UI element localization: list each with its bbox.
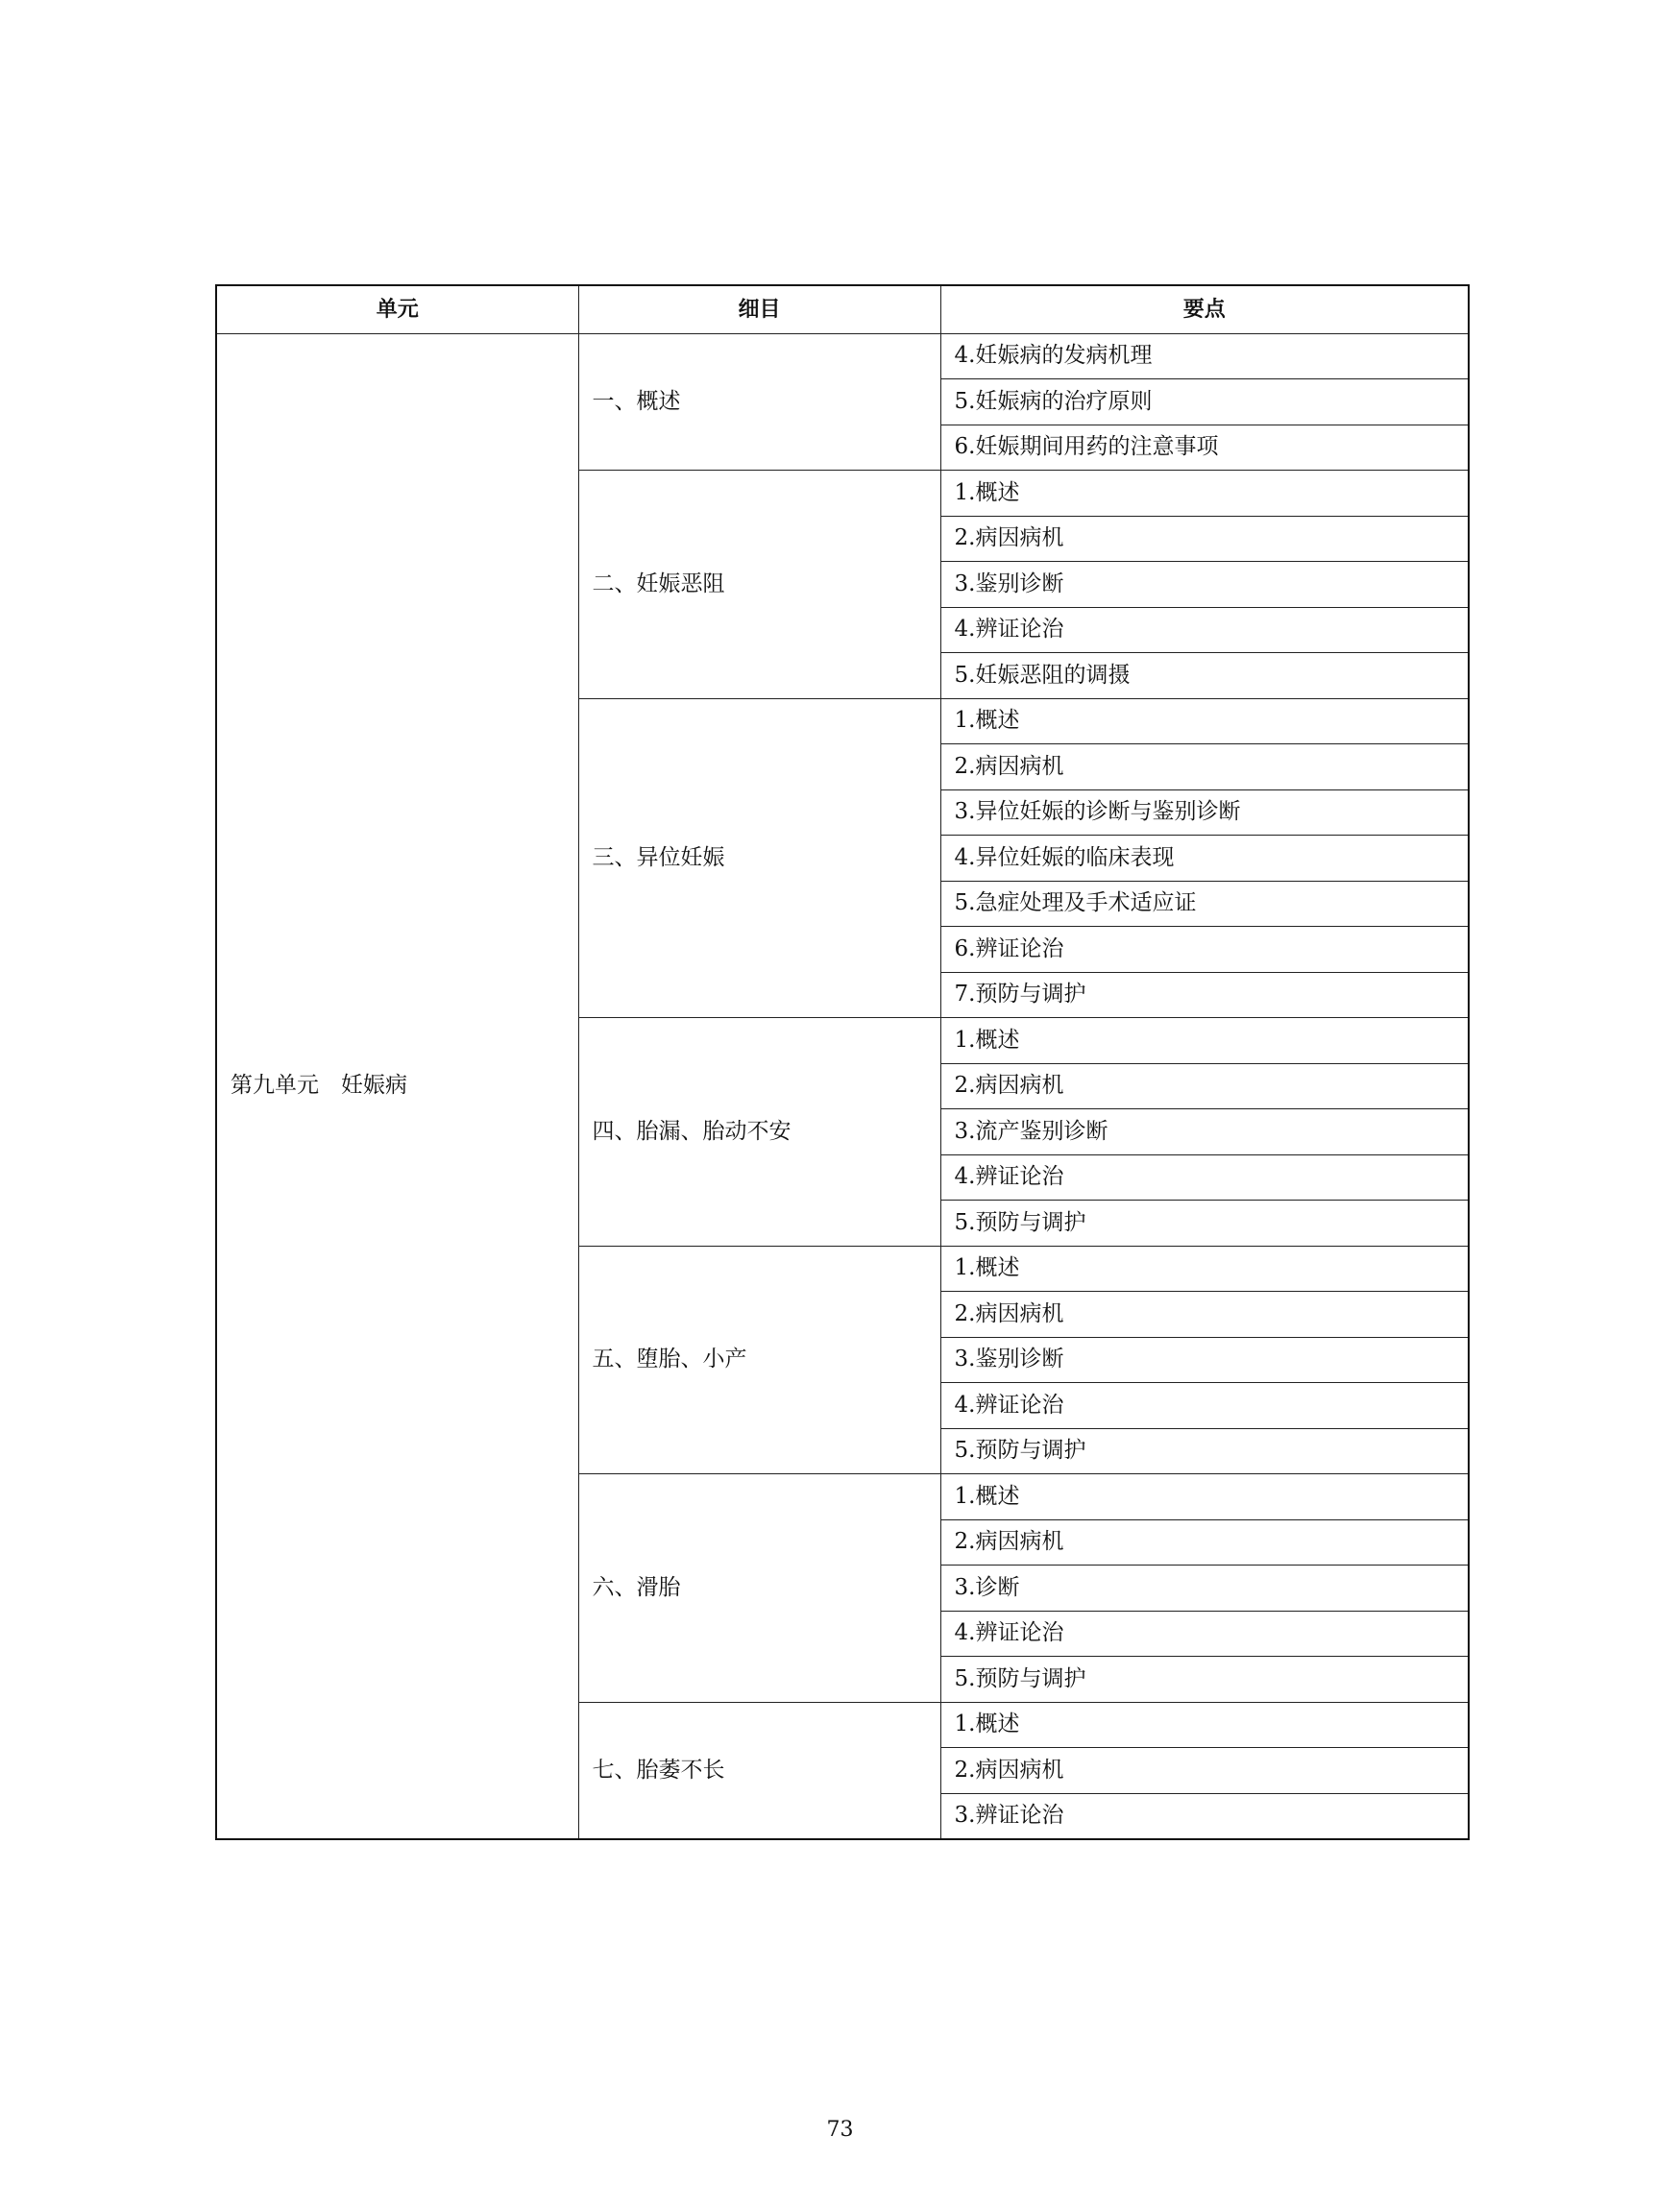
header-item: 细目 [578,285,940,333]
point-cell: 1.概述 [940,1474,1469,1520]
point-cell: 2.病因病机 [940,1519,1469,1566]
point-cell: 3.异位妊娠的诊断与鉴别诊断 [940,789,1469,836]
point-cell: 6.妊娠期间用药的注意事项 [940,425,1469,471]
syllabus-table [215,284,1470,1840]
point-cell: 5.预防与调护 [940,1428,1469,1474]
item-cell: 五、堕胎、小产 [578,1246,940,1474]
point-cell: 2.病因病机 [940,1292,1469,1338]
point-cell: 3.流产鉴别诊断 [940,1109,1469,1155]
point-cell: 5.急症处理及手术适应证 [940,881,1469,927]
point-cell: 3.鉴别诊断 [940,562,1469,608]
point-cell: 3.诊断 [940,1566,1469,1612]
point-cell: 7.预防与调护 [940,972,1469,1018]
table-header [216,285,1469,333]
item-cell: 四、胎漏、胎动不安 [578,1018,940,1247]
header-points: 要点 [940,285,1469,333]
point-cell: 2.病因病机 [940,516,1469,562]
header-unit: 单元 [216,285,578,333]
point-cell: 4.辨证论治 [940,607,1469,653]
point-cell: 2.病因病机 [940,744,1469,790]
header-row [216,285,1469,333]
point-cell: 1.概述 [940,698,1469,744]
point-cell: 4.异位妊娠的临床表现 [940,836,1469,882]
page-number: 73 [826,2118,854,2142]
point-cell: 5.妊娠恶阻的调摄 [940,653,1469,699]
point-cell: 5.妊娠病的治疗原则 [940,379,1469,425]
point-cell: 1.概述 [940,1018,1469,1064]
point-cell: 2.病因病机 [940,1748,1469,1794]
point-cell: 5.预防与调护 [940,1201,1469,1247]
point-cell: 3.鉴别诊断 [940,1337,1469,1383]
item-cell: 一、概述 [578,333,940,471]
point-cell: 4.妊娠病的发病机理 [940,333,1469,379]
point-cell: 4.辨证论治 [940,1611,1469,1657]
point-cell: 6.辨证论治 [940,927,1469,973]
point-cell: 3.辨证论治 [940,1793,1469,1839]
point-cell: 1.概述 [940,1702,1469,1748]
item-cell: 三、异位妊娠 [578,698,940,1018]
point-cell: 2.病因病机 [940,1063,1469,1109]
item-cell: 二、妊娠恶阻 [578,471,940,699]
table-body [216,333,1469,1839]
point-cell: 4.辨证论治 [940,1383,1469,1429]
point-cell: 4.辨证论治 [940,1154,1469,1201]
table-row [216,333,1469,379]
point-cell: 5.预防与调护 [940,1657,1469,1703]
item-cell: 七、胎萎不长 [578,1702,940,1839]
unit-cell: 第九单元 妊娠病 [216,333,578,1839]
point-cell: 1.概述 [940,1246,1469,1292]
point-cell: 1.概述 [940,471,1469,517]
item-cell: 六、滑胎 [578,1474,940,1703]
